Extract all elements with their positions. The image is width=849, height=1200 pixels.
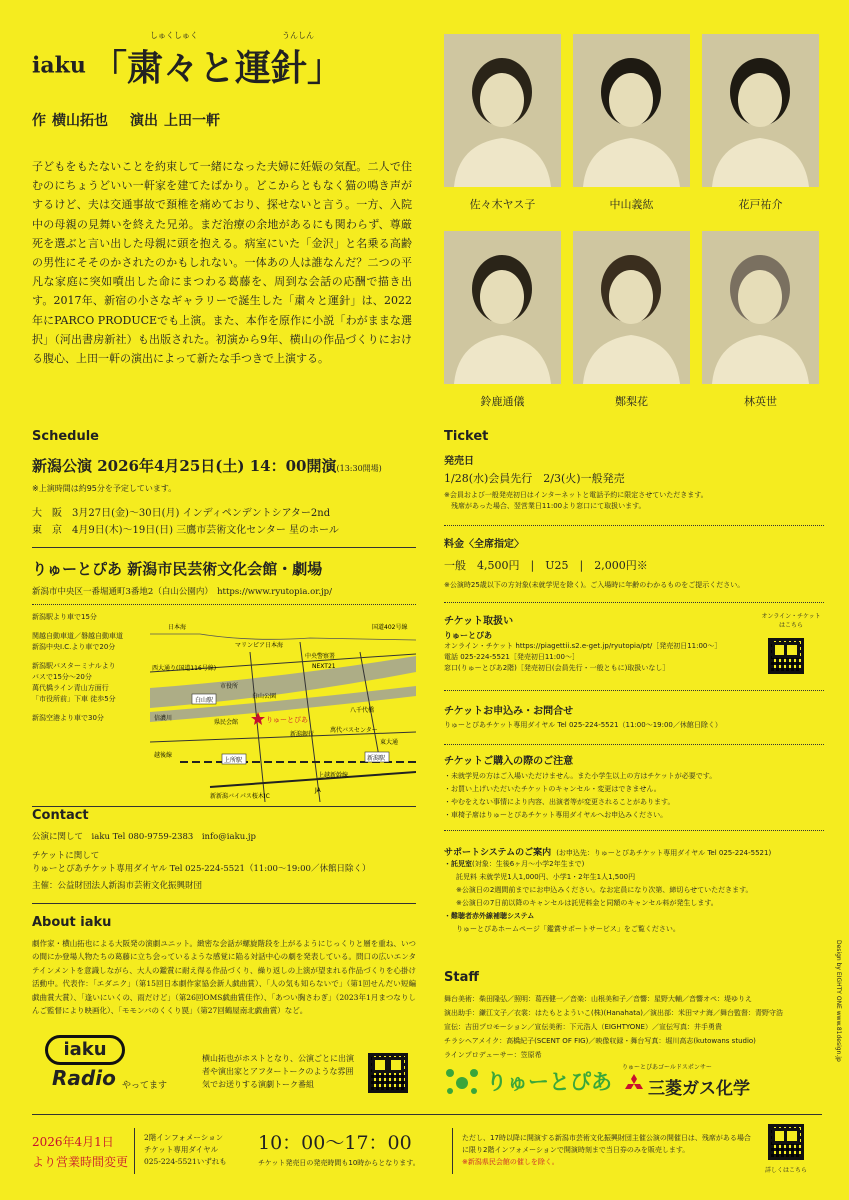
online-ticket-qr-code[interactable] [768,638,804,674]
access-line: 新潟駅より車で15分 [32,613,97,621]
author-label: 作 [32,113,46,129]
staff-line: 宣伝：吉田プロモーション／宣伝美術：下元浩人（EIGHTYONE）／宣伝写真：井手勇貴 [444,1023,722,1031]
staff-line: チラシヘアメイク：高橋紀子(SCENT OF FIG)／映像収録・舞台写真：堀川高志(kutowans studio) [444,1037,756,1045]
map-label: 白山駅 [195,697,214,704]
divider [444,744,824,745]
childcare-heading: ・託児室 [444,860,472,868]
caution-item: ・お買い上げいただいたチケットのキャンセル・変更はできません。 [444,785,661,793]
divider [444,525,824,526]
person-silhouette-icon [702,34,819,187]
cast-name: 林英世 [744,395,777,408]
footer-info [144,1132,227,1168]
map-label: JA [315,787,321,794]
cast-member [573,34,690,212]
outlet-name: りゅーとぴあ [444,631,492,640]
credits [32,110,226,130]
tour-list [32,505,339,539]
cast-photo [573,34,690,187]
inquiry-text: りゅーとぴあチケット専用ダイヤル Tel 025-224-5521（11:00〜19:00／休館日除く） [444,721,722,729]
contact-block [32,831,370,893]
radio-qr-code[interactable] [368,1053,408,1093]
footer-info-line: 2階インフォメーション [144,1133,224,1142]
footer-separator [452,1128,453,1174]
staff-line: 演出助手：鎌江文子／衣裳：はたもとよういこ(株)(Hanahata)／演出部：米田マナ海／舞台監督：青野守浩 [444,1009,783,1017]
outlet-block [444,630,764,674]
outlet-phone: 電話 025-224-5521［発売初日11:00〜］ [444,653,579,661]
childcare-target: (対象：生後6ヶ月〜小学2年生まで) [472,860,585,868]
map-label: りゅーとぴあ [266,716,308,724]
price-row: 一般 4,500円 | U25 | 2,000円※ [444,559,648,572]
staff-heading: Staff [444,970,479,985]
footer-hours: 10：00〜17：00 [258,1132,412,1154]
childcare-line: ※公演日の7日前以降のキャンセルは託児料金と同額のキャンセル料が発生します。 [456,899,718,907]
map-label: 新潟駅 [367,755,386,762]
footer-qr-code[interactable] [768,1124,804,1160]
caution-item: ・未就学児の方はご入場いただけません。また小学生以上の方はチケットが必要です。 [444,772,717,780]
hall-address: 新潟市中央区一番堀通町3番地2（白山公園内） https://www.ryutopia.or.jp/ [32,587,332,597]
footer-hours-note: チケット発売日の発売時間も10時からとなります。 [258,1159,420,1167]
radio-logo-top: iaku [63,1039,107,1060]
ryutopia-logo-text: りゅーとぴあ [486,1070,612,1094]
person-silhouette-icon [573,34,690,187]
divider [32,903,416,904]
main-performance [32,455,382,476]
contact-label: 公演に関して [32,832,84,842]
contact-label: チケットに関して [32,851,100,861]
divider [444,690,824,691]
map-label: 中央警察署 [305,653,336,660]
inquiry-heading: チケットお申込み・お問合せ [444,706,574,717]
access-line: バスで15分〜20分 [32,673,92,681]
cast-name: 花戸祐介 [738,198,783,211]
sale-heading: 発売日 [444,456,474,467]
sale-dates: 1/28(水)会員先行 2/3(火)一般発売 [444,472,625,485]
mitsubishi-logo-icon [622,1074,646,1094]
company-name: iaku [32,52,86,79]
access-line: 萬代橋ライン青山方面行 [32,684,109,692]
price-u25: 2,000円※ [594,559,648,572]
cast-name: 鈴鹿通儀 [480,395,525,408]
cast-member [702,231,819,409]
cast-photo [702,231,819,384]
radio-logo-bubble [45,1035,125,1065]
divider [32,806,416,807]
ruby-shukushuku: しゅくしゅく [150,31,198,40]
sale-notes [444,490,824,512]
divider [32,547,416,548]
cast-name: 中山義紘 [609,198,654,211]
person-silhouette-icon [444,231,561,384]
caution-item: ・やむをえない事情により内容、出演者等が変更されることがあります。 [444,798,675,806]
price-general-label: 一般 [444,559,466,572]
ruby-unshin: うんしん [282,31,314,40]
cast-photo [444,231,561,384]
main-date: 2026年4月25日(土) 14：00開演 [97,457,337,475]
online-qr-label: オンライン・チケットはこちら [761,613,821,629]
footer-info-line: チケット専用ダイヤル [144,1145,219,1154]
footer-divider [32,1114,822,1115]
childcare-line: ※公演日の2週間前までにお申込みください。なお定員になり次第、締切らせていただきます。 [456,886,753,894]
map-label: 日本海 [168,624,187,631]
title-row [32,40,343,91]
about-heading: About iaku [32,915,112,930]
access-line: 「市役所前」下車 徒歩5分 [32,695,116,703]
staff-list [444,992,824,1062]
staff-line: ラインプロデューサー：笠原希 [444,1051,542,1059]
person-silhouette-icon [573,231,690,384]
support-block [444,858,824,936]
footer-separator [134,1128,135,1174]
cast-photo [573,231,690,384]
author-name: 横山拓也 [52,113,108,129]
map-label: 市役所 [220,683,239,690]
main-open-time: (13:30開場) [336,464,382,473]
map-label: NEXT21 [312,663,336,670]
main-venue: 新潟公演 [32,457,93,475]
cast-photo [444,34,561,187]
tour-osaka: 大 阪 3月27日(金)〜30日(月) インディペンデントシアター2nd [32,508,331,519]
synopsis: 子どもをもたないことを約束して一緒になった夫婦に妊娠の気配。二人で住むのにちょうどいい一軒家を建てたばかり。どこからともなく猫の鳴き声がするけど、夫は交通事故で頚椎を痛めており、探せないと言う。一方、入院中の母親の見舞いを終えた兄弟。まだ治療の余地があるにも関わらず、尊厳死を選ぶと言い出した母親に頭を抱える。病室にいた「金沢」と名乗る高齢の男性にそそのかされたのかもしれない。一体あの人は誰なんだ？二つの平凡な家庭に突如噴出した命にまつわる葛藤を、周到な会話の応酬で描き出す。2017年、新宿の小さなギャラリーで誕生した「粛々と運針」は、2022年にPARCO PRODUCEでも上演。また、本作を原作に小説「わがままな選択」（河出書房新社）も出版された。初演から9年、横山の作品づくりにおける腹心、上田一軒の演出によって新たな手つきで上演する。 [32,160,412,366]
radio-logo-bottom: Radio [52,1066,116,1090]
divider [444,602,824,603]
map-label: 国道402号線 [372,624,408,631]
mgc-logo-text: 三菱ガス化学 [648,1079,750,1099]
outlet-online[interactable]: オンライン・チケット https://piagettii.s2.e-get.jp/ryutopia/pt/［発売初日11:00〜］ [444,642,722,650]
support-heading-row [444,840,771,859]
cast-photo [702,34,819,187]
host: 主催：公益財団法人新潟市芸術文化振興財団 [32,881,203,891]
cast-name: 佐々木ヤス子 [469,198,536,211]
cast-member [444,34,561,212]
contact-ticket: りゅーとぴあチケット専用ダイヤル Tel 025-224-5521（11:00〜19:00／休館日除く） [32,864,371,874]
design-credit: Design by EIGHTY ONE www.81design.jp [835,940,842,1062]
map-label: 東大通 [380,739,399,746]
map-label: 新潟銀行 [290,731,315,738]
hearing-heading: ・難聴者赤外線補聴システム [444,912,535,920]
map-label: 越後線 [154,752,173,759]
childcare-line: 託児料 未就学児1人1,000円、小学1・2年生1人1,500円 [456,873,636,881]
footer-change-label: より営業時間変更 [32,1155,129,1169]
outlet-heading: チケット取扱い [444,616,514,627]
play-title: 「粛々と運針」 [90,47,343,89]
cast-name: 鄭梨花 [615,395,648,408]
radio-suffix: やってます [122,1081,168,1091]
map-label: 八千代橋 [350,707,375,714]
contact-heading: Contact [32,808,89,823]
access-line: 新潟空港より車で30分 [32,714,104,722]
tour-tokyo: 東 京 4月9日(木)〜19日(日) 三鷹市芸術文化センター 星のホール [32,525,339,536]
access-line: 関越自動車道／磐越自動車道 [32,632,123,640]
footer-notice-red: ※新潟県民会館の催しを除く。 [462,1158,559,1166]
duration-note: ※上演時間は約95分を予定しています。 [32,484,177,493]
radio-description: 横山拓也がホストとなり、公演ごとに出演者や演出家とアフタートークのような雰囲気でお送りする演劇トーク番組 [202,1054,354,1089]
map-label: 萬代バスセンター [330,727,378,734]
footer-change [32,1132,128,1172]
support-contact: (お申込先：りゅーとぴあチケット専用ダイヤル Tel 025-224-5521) [556,849,772,857]
cast-member [702,34,819,212]
director-name: 上田一軒 [164,113,220,129]
access-list [32,612,152,724]
sale-note: 残席があった場合、翌営業日11:00より窓口にて取扱います。 [451,502,646,510]
price-note: ※公演時25歳以下の方対象(未就学児を除く)。ご入場時に年齢のわかるものをご提示ください。 [444,581,745,589]
price-heading: 料金〈全席指定〉 [444,539,524,550]
hall-name: りゅーとぴあ 新潟市民芸術文化会館・劇場 [32,560,323,578]
caution-heading: チケットご購入の際のご注意 [444,756,574,767]
hearing-text: りゅーとぴあホームページ「鑑賞サポートサービス」をご覧ください。 [456,925,680,933]
map-label: 上所駅 [224,757,243,764]
person-silhouette-icon [702,231,819,384]
footer-notice-text: ただし、17時以降に開演する新潟市芸術文化振興財団主催公演の開催日は、残席がある場合に限り2階インフォメーションで開演時刻まで当日券のみを販売します。 [462,1134,751,1154]
map-label: 県民会館 [214,719,239,726]
about-text: 劇作家・横山拓也による大阪発の演劇ユニット。緻密な会話が螺旋階段を上がるようにじっくりと層を重ね、いつの間にか登場人物たちの葛藤に立ち会っているような感覚に陥る対話中心の劇を発表している。問口の広いエンタテインメントを意識しながら、大人の鑑賞に耐え得る作品づくり、繰り返しの上演が望まれる作品づくりを心掛け活動中。代表作：「エダニク」（第15回日本劇作家協会新人戯曲賞）、「人の気も知らないで」（第1回せんだい短編戯曲賞大賞）、「逢いにいくの、雨だけど」（第26回OMS戯曲賞佳作）、「あつい胸さわぎ」（2023年1月まつなりしんご監督により映画化）、「モモンバのくくり罠」（第27回鶴屋南北戯曲賞）など。 [32,939,416,1016]
map-label: 西大通り(国道116号線) [152,665,217,672]
footer-change-date: 2026年4月1日 [32,1135,114,1149]
schedule-heading: Schedule [32,429,99,444]
divider [32,604,416,605]
outlet-window: 窓口(りゅーとぴあ2階)［発売初日(会員先行・一般ともに)取扱いなし］ [444,664,670,672]
sale-note: ※会員および一般発売初日はインターネットと電話予約に限定させていただきます。 [444,491,708,499]
footer-notice [462,1132,752,1168]
map-label: 上越新幹線 [318,772,349,779]
caution-list [444,770,824,822]
price-general: 4,500円 [477,559,520,572]
footer-info-line: 025-224-5521いずれも [144,1157,227,1166]
divider [444,830,824,831]
map-label: 信濃川 [154,715,173,722]
ticket-heading: Ticket [444,429,489,444]
footer-qr-label: 詳しくはこちら [764,1167,807,1174]
mgc-sponsor-tag: りゅーとぴあゴールドスポンサー [622,1064,712,1071]
price-u25-label: U25 [545,559,569,572]
access-map [150,612,416,802]
map-label: 新新潟バイパス桜木IC [210,793,270,800]
access-line: 新潟中央I.C.より車で20分 [32,643,116,651]
caution-item: ・車椅子席はりゅーとぴあチケット専用ダイヤルへお申込みください。 [444,811,668,819]
staff-line: 舞台美術：柴田隆弘／照明：葛西健一／音楽：山根美和子／音響：星野大輔／音響オペ：堤ゆりえ [444,995,752,1003]
access-line: 新潟駅バスターミナルより [32,662,116,670]
contact-iaku: iaku Tel 080-9759-2383 info@iaku.jp [91,832,256,842]
person-silhouette-icon [444,34,561,187]
cast-member [573,231,690,409]
cast-member [444,231,561,409]
director-label: 演出 [130,113,158,129]
support-heading: サポートシステムのご案内 [444,848,552,858]
map-label: マリンピア日本海 [235,642,284,649]
map-label: 白山公園 [252,693,277,700]
ryutopia-logo-icon [444,1065,480,1095]
